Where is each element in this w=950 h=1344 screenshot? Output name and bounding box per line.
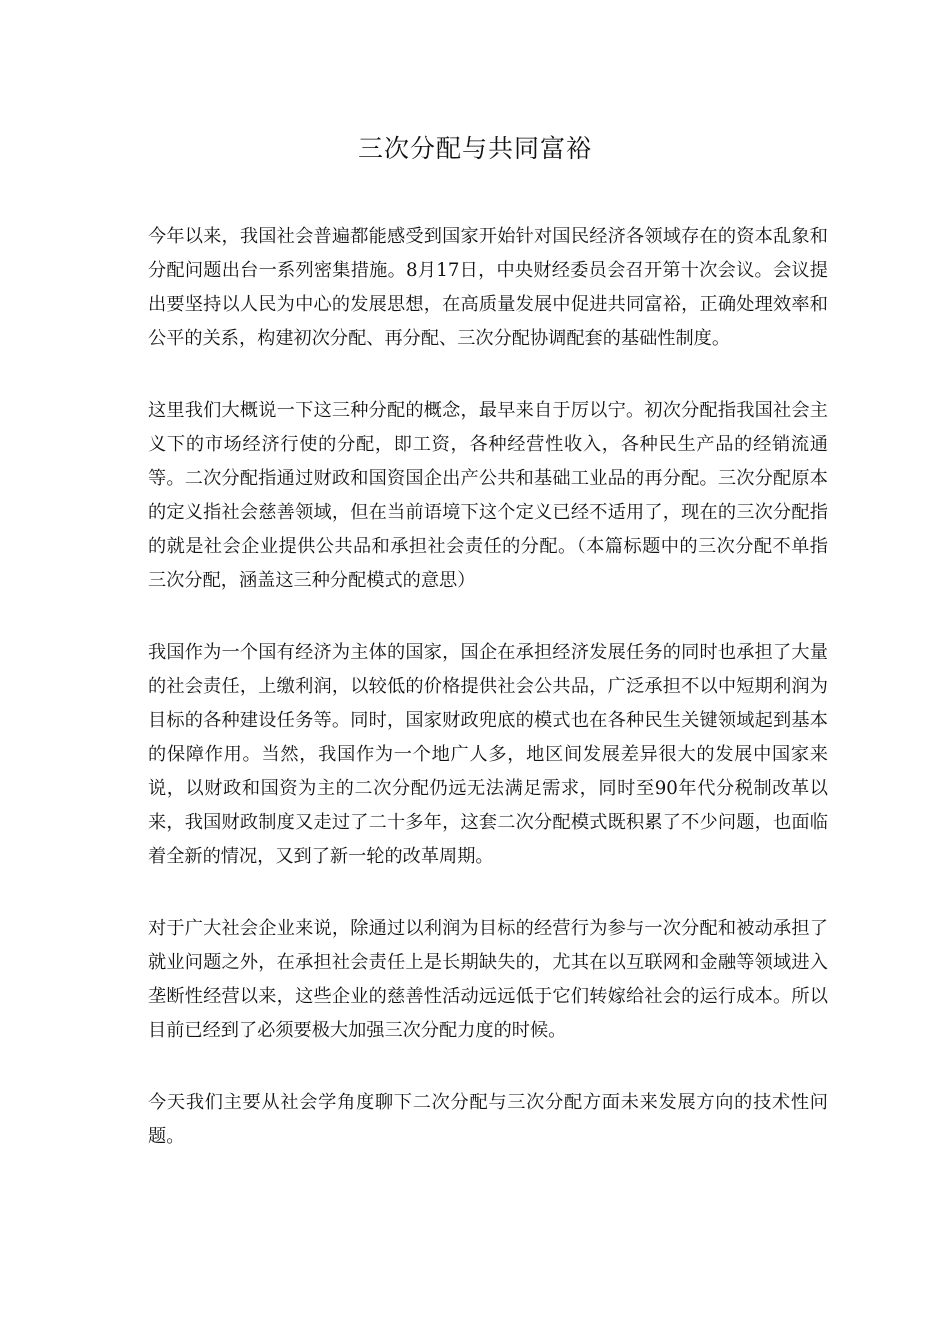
- paragraph-5: 今天我们主要从社会学角度聊下二次分配与三次分配方面未来发展方向的技术性问题。: [148, 1092, 828, 1147]
- paragraph-1: 今年以来，我国社会普遍都能感受到国家开始针对国民经济各领域存在的资本乱象和分配问题出台一系列密集措施。8月17日，中央财经委员会召开第十次会议。会议提出要坚持以人民为中心的发展思想，在高质量发展中促进共同富裕，正确处理效率和公平的关系，构建初次分配、再分配、三次分配协调配套的基础性制度。: [148, 226, 828, 349]
- document-body: [148, 220, 828, 1192]
- paragraph-3: 我国作为一个国有经济为主体的国家，国企在承担经济发展任务的同时也承担了大量的社会责任，上缴利润，以较低的价格提供社会公共品，广泛承担不以中短期利润为目标的各种建设任务等。同时，国家财政兜底的模式也在各种民生关键领域起到基本的保障作用。当然，我国作为一个地广人多，地区间发展差异很大的发展中国家来说，以财政和国资为主的二次分配仍远无法满足需求，同时至90年代分税制改革以来，我国财政制度又走过了二十多年，这套二次分配模式既积累了不少问题，也面临着全新的情况，又到了新一轮的改革周期。: [148, 642, 828, 867]
- paragraph-2: 这里我们大概说一下这三种分配的概念，最早来自于厉以宁。初次分配指我国社会主义下的市场经济行使的分配，即工资，各种经营性收入，各种民生产品的经销流通等。二次分配指通过财政和国资国企出产公共和基础工业品的再分配。三次分配原本的定义指社会慈善领域，但在当前语境下这个定义已经不适用了，现在的三次分配指的就是社会企业提供公共品和承担社会责任的分配。（本篇标题中的三次分配不单指三次分配，涵盖这三种分配模式的意思）: [148, 400, 828, 591]
- paragraph-4: 对于广大社会企业来说，除通过以利润为目标的经营行为参与一次分配和被动承担了就业问题之外，在承担社会责任上是长期缺失的，尤其在以互联网和金融等领域进入垄断性经营以来，这些企业的慈善性活动远远低于它们转嫁给社会的运行成本。所以目前已经到了必须要极大加强三次分配力度的时候。: [148, 918, 828, 1041]
- document-title: 三次分配与共同富裕: [357, 134, 592, 163]
